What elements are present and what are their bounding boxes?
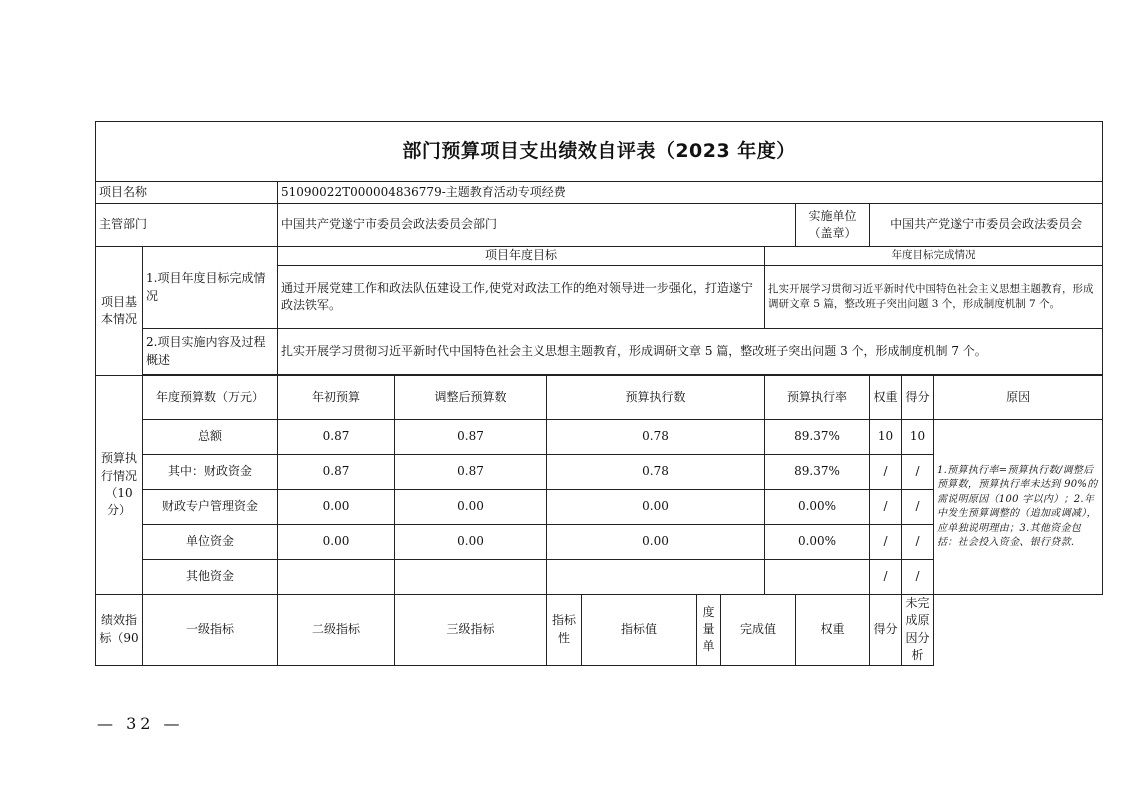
budget-row-rate: 0.00% xyxy=(765,525,870,560)
perf-header-nature: 指标性 xyxy=(547,595,582,666)
budget-reason-note: 1.预算执行率=预算执行数/调整后预算数，预算执行率未达到 90%的需说明原因（100 字以内）；2.年中发生预算调整的（追加或调减），应单独说明理由；3.其他资金包括：社会投入资金、银行贷款. xyxy=(934,420,1103,595)
budget-row-initial: 0.00 xyxy=(278,525,395,560)
budget-header-reason: 原因 xyxy=(934,376,1103,420)
perf-header-value: 指标值 xyxy=(582,595,697,666)
budget-header-score: 得分 xyxy=(902,376,934,420)
budget-row-name: 单位资金 xyxy=(143,525,278,560)
project-name-label: 项目名称 xyxy=(96,182,278,204)
item2-label: 2.项目实施内容及过程概述 xyxy=(143,329,278,375)
completion-header: 年度目标完成情况 xyxy=(765,247,1103,266)
dept-label: 主管部门 xyxy=(96,204,278,247)
perf-header-score: 得分 xyxy=(870,595,902,666)
perf-header-done: 完成值 xyxy=(721,595,796,666)
budget-row-executed: 0.78 xyxy=(547,420,765,455)
perf-header-level1: 一级指标 xyxy=(143,595,278,666)
item2-text: 扎实开展学习贯彻习近平新时代中国特色社会主义思想主题教育，形成调研文章 5 篇，整改班子突出问题 3 个，形成制度机制 7 个。 xyxy=(278,329,1103,375)
item1-goal: 通过开展党建工作和政法队伍建设工作,使党对政法工作的绝对领导进一步强化，打造遂宁政法铁军。 xyxy=(278,266,765,329)
budget-row-score: / xyxy=(902,560,934,595)
impl-unit-value: 中国共产党遂宁市委员会政法委员会 xyxy=(870,204,1103,247)
evaluation-table xyxy=(95,121,1103,666)
budget-row-rate xyxy=(765,560,870,595)
budget-header-initial: 年初预算 xyxy=(278,376,395,420)
budget-row-weight: / xyxy=(870,525,902,560)
budget-row-name: 财政专户管理资金 xyxy=(143,490,278,525)
budget-row-initial: 0.87 xyxy=(278,455,395,490)
budget-row-weight: 10 xyxy=(870,420,902,455)
budget-row-executed: 0.78 xyxy=(547,455,765,490)
budget-row-weight: / xyxy=(870,455,902,490)
budget-row-initial: 0.00 xyxy=(278,490,395,525)
budget-header-adjusted: 调整后预算数 xyxy=(395,376,547,420)
perf-header-weight: 权重 xyxy=(796,595,870,666)
item1-label: 1.项目年度目标完成情况 xyxy=(143,247,278,329)
budget-row-adjusted: 0.00 xyxy=(395,490,547,525)
budget-row-name: 总额 xyxy=(143,420,278,455)
impl-unit-label: 实施单位（盖章） xyxy=(796,204,870,247)
budget-row-executed: 0.00 xyxy=(547,525,765,560)
budget-row-rate: 0.00% xyxy=(765,490,870,525)
budget-row-adjusted: 0.00 xyxy=(395,525,547,560)
budget-row-rate: 89.37% xyxy=(765,420,870,455)
budget-row-initial xyxy=(278,560,395,595)
budget-row-weight: / xyxy=(870,560,902,595)
form-title: 部门预算项目支出绩效自评表（2023 年度） xyxy=(96,122,1103,182)
budget-row-initial: 0.87 xyxy=(278,420,395,455)
budget-row-score: 10 xyxy=(902,420,934,455)
dept-value: 中国共产党遂宁市委员会政法委员会部门 xyxy=(278,204,796,247)
budget-header-executed: 预算执行数 xyxy=(547,376,765,420)
budget-row-name: 其他资金 xyxy=(143,560,278,595)
budget-row-executed: 0.00 xyxy=(547,490,765,525)
budget-row-adjusted xyxy=(395,560,547,595)
budget-header-annual: 年度预算数（万元） xyxy=(143,376,278,420)
item1-completion: 扎实开展学习贯彻习近平新时代中国特色社会主义思想主题教育，形成调研文章 5 篇，整改班子突出问题 3 个，形成制度机制 7 个。 xyxy=(765,266,1103,329)
budget-header-weight: 权重 xyxy=(870,376,902,420)
budget-header-rate: 预算执行率 xyxy=(765,376,870,420)
budget-label: 预算执行情况（10 分） xyxy=(96,376,143,595)
budget-row-executed xyxy=(547,560,765,595)
perf-header-unit: 度量单 xyxy=(697,595,721,666)
basic-info-label: 项目基本情况 xyxy=(96,247,143,376)
perf-header-level3: 三级指标 xyxy=(395,595,547,666)
budget-row-weight: / xyxy=(870,490,902,525)
perf-header-level2: 二级指标 xyxy=(278,595,395,666)
budget-row-score: / xyxy=(902,525,934,560)
budget-row-name: 其中：财政资金 xyxy=(143,455,278,490)
perf-label: 绩效指标（90 xyxy=(96,595,143,666)
perf-header-analysis: 未完成原因分析 xyxy=(902,595,934,666)
budget-row xyxy=(96,420,1103,455)
budget-row-score: / xyxy=(902,490,934,525)
page-number: — 32 — xyxy=(97,714,184,733)
project-name-value: 51090022T000004836779-主题教育活动专项经费 xyxy=(278,182,1103,204)
budget-row-score: / xyxy=(902,455,934,490)
budget-row-adjusted: 0.87 xyxy=(395,455,547,490)
self-evaluation-form xyxy=(95,121,1098,663)
budget-row-adjusted: 0.87 xyxy=(395,420,547,455)
budget-row-rate: 89.37% xyxy=(765,455,870,490)
goal-header: 项目年度目标 xyxy=(278,247,765,266)
